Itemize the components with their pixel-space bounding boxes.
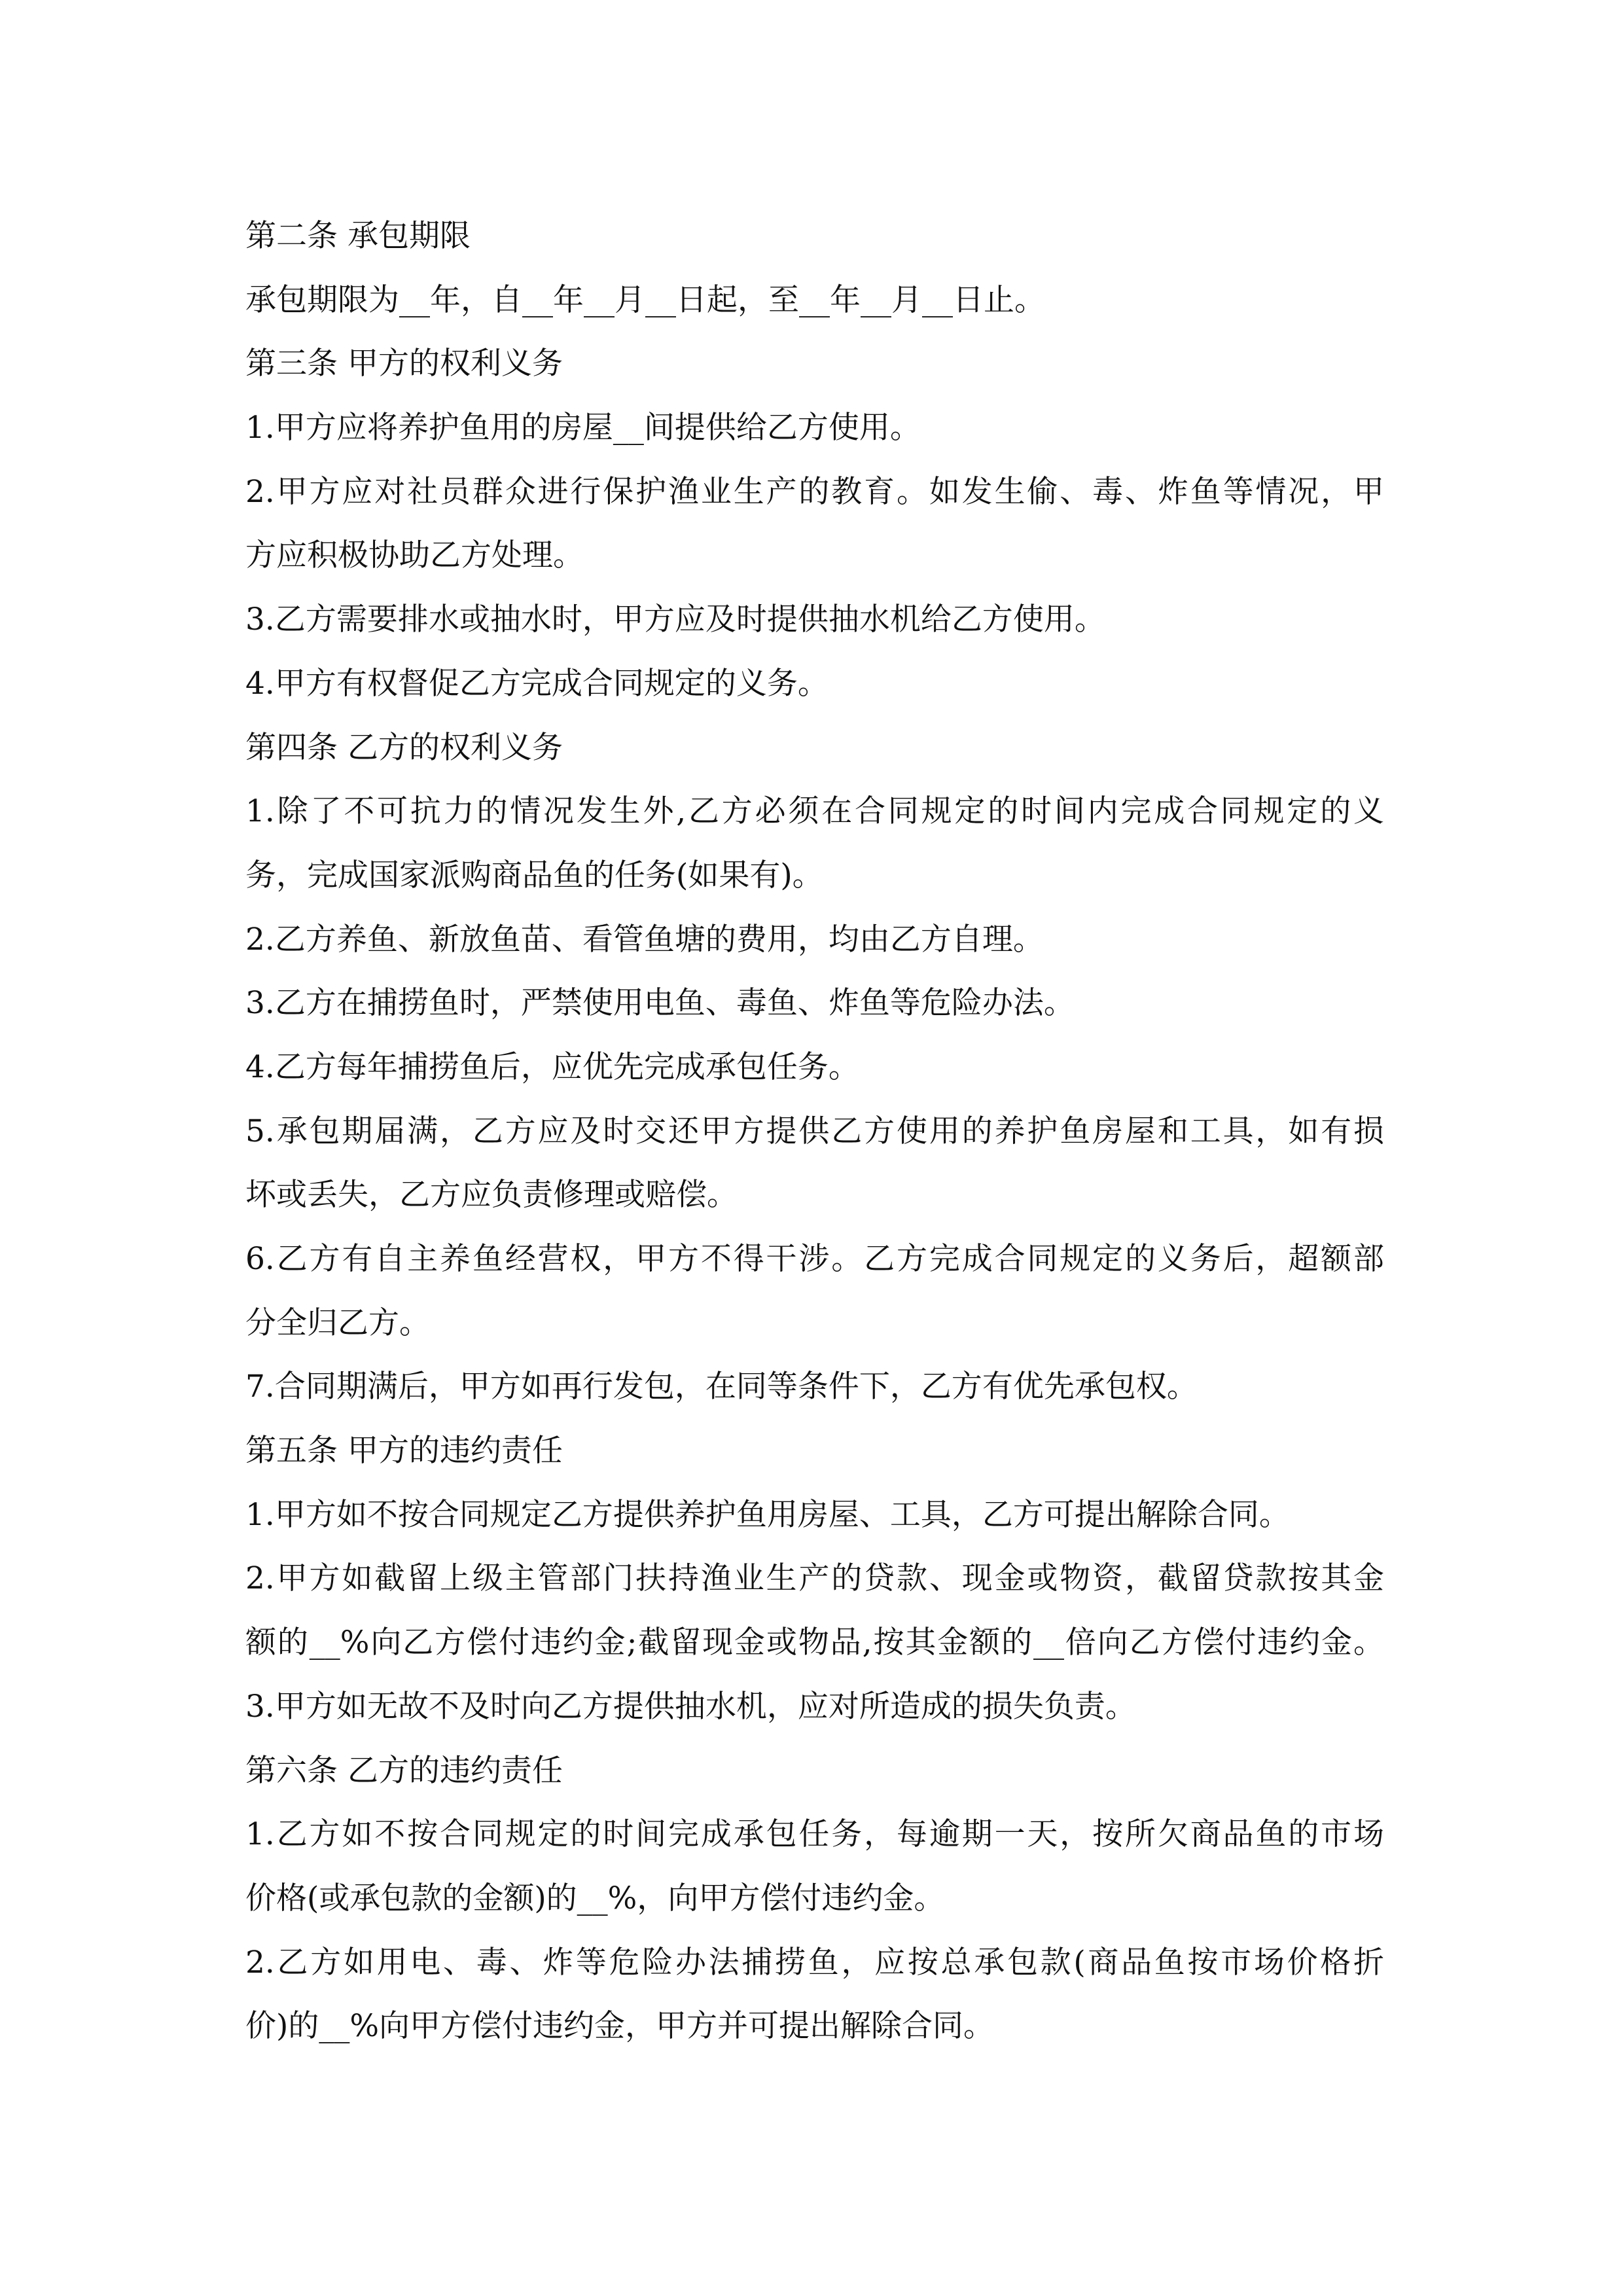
paragraph-line: 分全归乙方。 xyxy=(245,1304,430,1341)
paragraph-line: 2.甲方如截留上级主管部门扶持渔业生产的贷款、现金或物资，截留贷款按其金 xyxy=(245,1560,1384,1597)
section-heading: 第六条 乙方的违约责任 xyxy=(245,1752,563,1789)
paragraph-line: 3.甲方如无故不及时向乙方提供抽水机，应对所造成的损失负责。 xyxy=(245,1688,1136,1725)
paragraph-line: 1.甲方如不按合同规定乙方提供养护鱼用房屋、工具，乙方可提出解除合同。 xyxy=(245,1496,1290,1533)
section-heading: 第四条 乙方的权利义务 xyxy=(245,729,563,766)
section-heading: 第五条 甲方的违约责任 xyxy=(245,1433,563,1469)
document-body xyxy=(245,204,1384,2058)
paragraph-line: 承包期限为__年，自__年__月__日起，至__年__月__日止。 xyxy=(245,281,1045,318)
section-heading: 第三条 甲方的权利义务 xyxy=(245,346,563,382)
paragraph-line: 1.甲方应将养护鱼用的房屋__间提供给乙方使用。 xyxy=(245,410,921,446)
paragraph-line: 方应积极协助乙方处理。 xyxy=(245,537,584,574)
paragraph-line: 1.乙方如不按合同规定的时间完成承包任务，每逾期一天，按所欠商品鱼的市场 xyxy=(245,1816,1384,1853)
paragraph-line: 4.甲方有权督促乙方完成合同规定的义务。 xyxy=(245,665,829,702)
paragraph-line: 务，完成国家派购商品鱼的任务(如果有)。 xyxy=(245,857,823,893)
paragraph-line: 1.除了不可抗力的情况发生外,乙方必须在合同规定的时间内完成合同规定的义 xyxy=(245,793,1384,830)
paragraph-line: 价格(或承包款的金额)的__%，向甲方偿付违约金。 xyxy=(245,1880,945,1916)
paragraph-line: 3.乙方需要排水或抽水时，甲方应及时提供抽水机给乙方使用。 xyxy=(245,601,1105,638)
paragraph-line: 2.甲方应对社员群众进行保护渔业生产的教育。如发生偷、毒、炸鱼等情况，甲 xyxy=(245,473,1384,510)
paragraph-line: 2.乙方如用电、毒、炸等危险办法捕捞鱼，应按总承包款(商品鱼按市场价格折 xyxy=(245,1944,1384,1981)
paragraph-line: 4.乙方每年捕捞鱼后，应优先完成承包任务。 xyxy=(245,1049,859,1085)
paragraph-line: 2.乙方养鱼、新放鱼苗、看管鱼塘的费用，均由乙方自理。 xyxy=(245,921,1044,958)
paragraph-line: 3.乙方在捕捞鱼时，严禁使用电鱼、毒鱼、炸鱼等危险办法。 xyxy=(245,985,1075,1022)
section-heading: 第二条 承包期限 xyxy=(245,218,471,254)
paragraph-line: 5.承包期届满，乙方应及时交还甲方提供乙方使用的养护鱼房屋和工具，如有损 xyxy=(245,1113,1384,1149)
paragraph-line: 坏或丢失，乙方应负责修理或赔偿。 xyxy=(245,1177,738,1213)
paragraph-line: 7.合同期满后，甲方如再行发包，在同等条件下，乙方有优先承包权。 xyxy=(245,1369,1198,1405)
paragraph-line: 6.乙方有自主养鱼经营权，甲方不得干涉。乙方完成合同规定的义务后，超额部 xyxy=(245,1241,1384,1277)
paragraph-line: 额的__%向乙方偿付违约金;截留现金或物品,按其金额的__倍向乙方偿付违约金。 xyxy=(245,1624,1384,1661)
paragraph-line: 价)的__%向甲方偿付违约金，甲方并可提出解除合同。 xyxy=(245,2008,994,2045)
